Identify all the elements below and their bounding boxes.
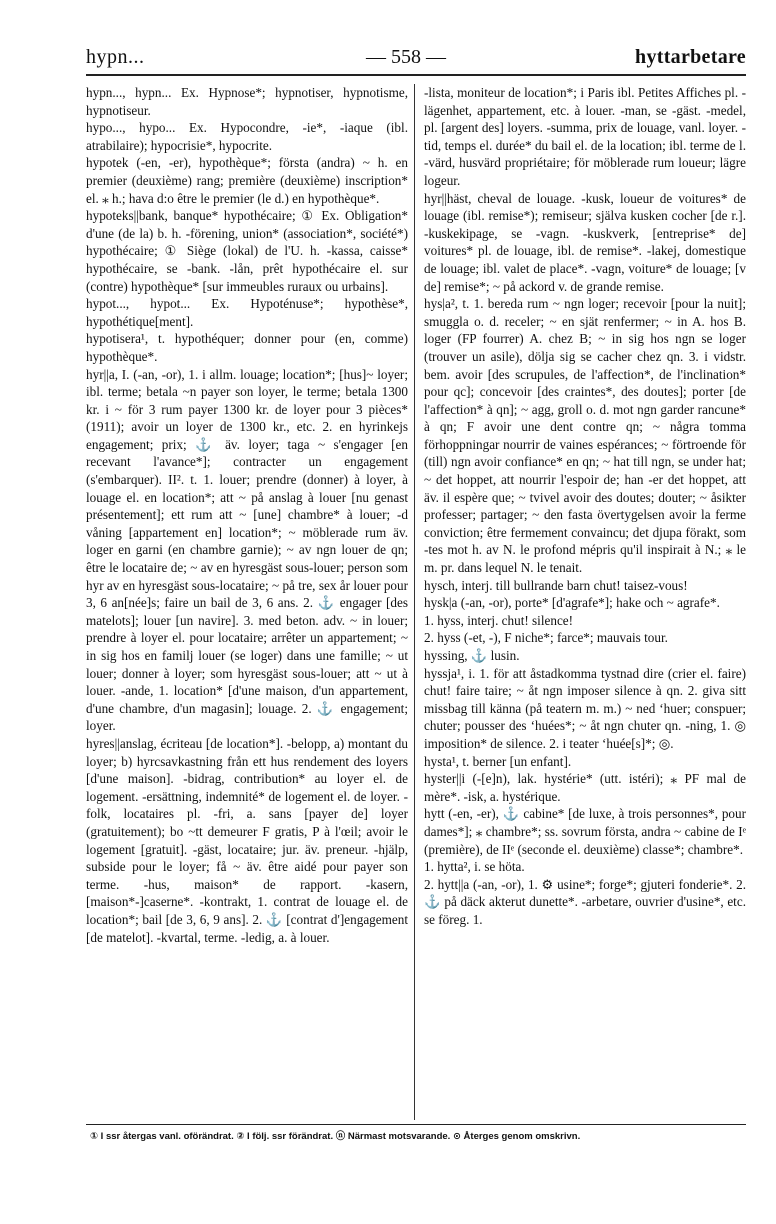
dictionary-entry: hysch, interj. till bullrande barn chut! taisez-vous! (424, 577, 688, 593)
dictionary-entry: hypot..., hypot... Ex. Hypoténuse*; hypothèse*, hypothétique[ment]. (86, 296, 408, 329)
dictionary-entry: hypotek (-en, -er), hypothèque*; första (andra) ~ h. en premier (deuxième) rang; première (deuxième) inscription* el. ⁎ h.; hava d:o être le premier (le d.) en hypothèque*. (86, 155, 408, 206)
left-column (86, 84, 408, 946)
dictionary-entry: hys|a², t. 1. bereda rum ~ ngn loger; recevoir [pour la nuit]; smuggla o. d. receler; ~ en sjät renfermer; ~ in A. hos B. loger (FP fourrer) A. chez B; ~ in sig hos ngn se loger (trouver un asile), dölja sig se cacher chez qn. 3. i vidstr. bem. avoir [des scrupules, de l'affection*, de l'inclination* pour qc]; concevoir [des craintes*, des doutes]; porter [de l'affection* à qn]; ~ agg, groll o. d. mot ngn garder rancune* à qn; F avoir une dent contre qn; ~ några tomma förhoppningar nourrir de vaines espérances; ~ förtroende för (till) ngn avoir confiance* en qn; ~ hat till ngn, se under hat; ~ det hoppet, att nourrir l'espoir de; han -er det hoppet, att äv. il espère que; ~ tvivel avoir des doutes; douter; ~ åsikter professer; partager; ~ den fasta övertygelsen avoir la ferme conviction; être fermement convaincu; det djupa förakt, som -tes mot h. av N. le profond mépris qu'il inspirait à N.; ⁎ le m. pr. dans lequel N. le tenait. (424, 296, 746, 576)
dictionary-entry: hyster||i (-[e]n), lak. hystérie* (utt. istéri); ⁎ PF mal de mère*. -isk, a. hystérique. (424, 771, 746, 804)
dictionary-entry: hyssja¹, i. 1. för att åstadkomma tystnad dire (crier el. faire) chut! faire taire; ~ åt ngn imposer silence à qn. 2. giva sitt missbag till känna (på teatern m. m.) ~ ned ʻhuer; conspuer; chuter; pousser des ʻhuées*; ~ åt ngn chuter qn. -ning, 1. ◎ imposition* de silence. 2. i teater ʻhuée[s]*; ◎. (424, 665, 746, 751)
footer-legend: ① I ssr återgas vanl. oförändrat. ② I följ. ssr förändrat. ⓝ Närmast motsvarande. ⊙ Återges genom omskrivn. (90, 1131, 581, 1142)
dictionary-entry: hyres||anslag, écriteau [de location*]. -belopp, a) montant du loyer; b) hyrcsavkastning från ett hus rendement des loyers [d'une maison]. -bidrag, contribution* au loyer el. de logement. -ersättning, indemnité* de logement el. de loyer. -folk, locataires pl. -fri, a. sans [payer de] loyer (gratuitement); bo ~tt demeurer F gratis, P à l'œil; avoir le logement [gratuit]. -gäst, locataire; jur. äv. preneur. -hjälp, subside pour le loyer; få ~ äv. être aidé pour payer son terme. -hus, maison* de rapport. -kasern, [maison*-]caserne*. -kontrakt, 1. contrat de louage el. de location*; bail [de 3, 6, 9 ans]. 2. ⚓ [contrat d']engagement [de matelot]. -kvartal, terme. -ledig, a. à louer. (86, 735, 408, 945)
header-left-guideword: hypn... (86, 46, 145, 68)
page-number: — 558 — (366, 46, 446, 68)
dictionary-entry: hypo..., hypo... Ex. Hypocondre, -ie*, -iaque (ibl. atrabilaire); hypocrisie*, hypocrite. (86, 120, 408, 153)
header-rule (86, 74, 746, 76)
right-column (424, 84, 746, 929)
page-header (86, 42, 746, 74)
header-right-guideword: hyttarbetare (635, 46, 746, 68)
dictionary-entry: hytt (-en, -er), ⚓ cabine* [de luxe, à trois personnes*, pour dames*]; ⁎ chambre*; ss. sovrum första, andra ~ cabine de Iᵉ (première), de IIᵉ (seconde el. deuxième) classe*; chambre*. (424, 806, 746, 857)
footer-rule (86, 1124, 746, 1125)
dictionary-entry: -lista, moniteur de location*; i Paris ibl. Petites Affiches pl. -lägenhet, appartement, etc. à louer. -man, se -gäst. -medel, pl. [argent des] loyers. -summa, prix de louage, vanl. loyer. -tid, temps el. durée* du bail el. de la location; ibl. terme de l. -värd, husvärd propriétaire; för möblerade rum loueur; lägre logeur. (424, 85, 746, 188)
column-divider (414, 84, 415, 1120)
dictionary-entry: 1. hytta², i. se höta. (424, 859, 525, 875)
dictionary-entry: hysk|a (-an, -or), porte* [d'agrafe*]; hake och ~ agrafe*. (424, 595, 720, 611)
dictionary-entry: hypotisera¹, t. hypothéquer; donner pour (en, comme) hypothèque*. (86, 331, 408, 364)
dictionary-entry: hypoteks||bank, banque* hypothécaire; ① Ex. Obligation* d'une (de la) b. h. -förening, union* (association*, société*) hypothécaire; ① Siège (lokal) de l'U. h. -kassa, caisse* hypothécaire, se -bank. -lån, prêt hypothécaire el. sur (contre) hypothèque* [sur immeubles ruraux ou urbains]. (86, 208, 408, 294)
dictionary-entry: 2. hytt||a (-an, -or), 1. ⚙ usine*; forge*; gjuteri fonderie*. 2. ⚓ på däck akterut dunette*. -arbetare, ouvrier d'usine*, etc. se föreg. 1. (424, 876, 746, 927)
dictionary-entry: hypn..., hypn... Ex. Hypnose*; hypnotiser, hypnotisme, hypnotiseur. (86, 85, 408, 118)
dictionary-entry: hyr||häst, cheval de louage. -kusk, loueur de voitures* de louage (ibl. remise*); remiseur; själva kusken cocher [de r.]. -kuskekipage, se -vagn. -kuskverk, [entreprise* de] voitures* pl. de louage, ibl. de remise*. -lakej, domestique de louage; ibl. valet de place*. -vagn, voiture* de louage; [v de] remise*; ~ på ackord v. de grande remise. (424, 190, 746, 294)
running-header (86, 42, 746, 74)
dictionary-entry: 2. hyss (-et, -), F niche*; farce*; mauvais tour. (424, 630, 668, 646)
dictionary-entry: 1. hyss, interj. chut! silence! (424, 612, 574, 628)
dictionary-entry: hyssing, ⚓ lusin. (424, 648, 520, 663)
dictionary-entry: hyr||a, I. (-an, -or), 1. i allm. louage; location*; [hus]~ loyer; ibl. terme; betala ~n payer son loyer, le terme; betala 1300 kr. i ~ för 3 rum payer 1300 kr. de loyer pour 3 pièces* (1911); avoir un loyer de 1300 kr., etc. 2. en hyrinkejs engagement; prix; ⚓ äv. loyer; taga ~ s'engager [en recevant l'avance*]; contracter un engagement (s'embarquer). II². t. 1. louer; prendre (donner) à loyer, à louage el. en location*; att ~ på anslag à louer [nu genast présentement]; ett rum att ~ [une] chambre* à louer; -d våning [appartement en] location*; ~ möblerade rum äv. loger en garni (en chambre garnie); ~ av ngn louer de qn; être le locataire de; ~ av en hyresgäst sous-louer; person som hyr av en hyresgäst sous-locataire; ~ på tre, sex år louer pour 3, 6 an[née]s; faire un bail de 3, 6 ans. 2. ⚓ engager [des matelots]; louer [un navire]. 3. med beton. adv. ~ in louer; prendre à loyer el. pour locataire; arrêter un appartement; ~ in sig hos en familj louer (se loger) dans une famille; ~ ut louer; donner à loyer; som hyresgäst sous-louer; att ~ ut à louer. -ande, 1. location* [d'une maison, d'un appartement, d'une chambre, d'un magasin]; louage. 2. ⚓ engagement; loyer. (86, 366, 408, 734)
dictionary-entry: hysta¹, t. berner [un enfant]. (424, 753, 572, 769)
